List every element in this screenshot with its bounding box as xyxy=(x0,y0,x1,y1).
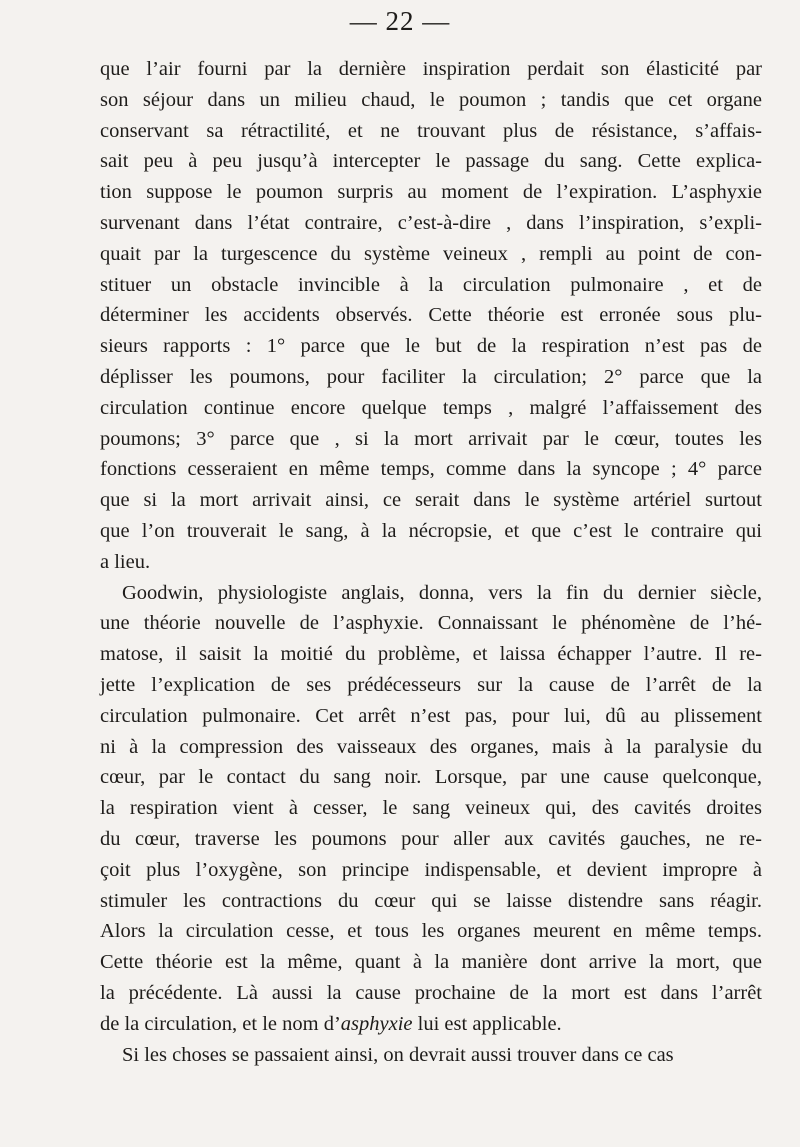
text-line: cœur, par le contact du sang noir. Lorsque, par une cause quelconque, xyxy=(100,766,762,789)
text-line: ni à la compression des vaisseaux des organes, mais à la paralysie du xyxy=(100,735,762,758)
text-line: stimuler les contractions du cœur qui se laisse distendre sans réagir. xyxy=(100,889,762,912)
text-line: que si la mort arrivait ainsi, ce serait dans le système artériel surtout xyxy=(100,489,762,512)
text-line: sait peu à peu jusqu’à intercepter le passage du sang. Cette explica- xyxy=(100,150,762,173)
text-line: que l’on trouverait le sang, à la nécropsie, et que c’est le contraire qui xyxy=(100,519,762,542)
text-line: circulation continue encore quelque temps , malgré l’affaissement des xyxy=(100,396,762,419)
text-line: tion suppose le poumon surpris au moment de l’expiration. L’asphyxie xyxy=(100,181,762,204)
text-line: conservant sa rétractilité, et ne trouvant plus de résistance, s’affais- xyxy=(100,119,762,142)
text-line: quait par la turgescence du système veineux , rempli au point de con- xyxy=(100,242,762,265)
text-line: Alors la circulation cesse, et tous les organes meurent en même temps. xyxy=(100,920,762,943)
text-line: jette l’explication de ses prédécesseurs sur la cause de l’arrêt de la xyxy=(100,673,762,696)
text-line: çoit plus l’oxygène, son principe indispensable, et devient impropre à xyxy=(100,858,762,881)
text-line: matose, il saisit la moitié du problème, et laissa échapper l’autre. Il re- xyxy=(100,643,762,666)
text-segment: de la circulation, et le nom d’ xyxy=(100,1012,341,1035)
text-line: son séjour dans un milieu chaud, le poumon ; tandis que cet organe xyxy=(100,88,762,111)
text-line: stituer un obstacle invincible à la circulation pulmonaire , et de xyxy=(100,273,762,296)
italic-term: asphyxie xyxy=(340,1012,413,1035)
text-line: circulation pulmonaire. Cet arrêt n’est pas, pour lui, dû au plissement xyxy=(100,704,762,727)
text-line: que l’air fourni par la dernière inspiration perdait son élasticité par xyxy=(100,58,762,80)
text-line: poumons; 3° parce que , si la mort arrivait par le cœur, toutes les xyxy=(100,427,762,450)
text-line: fonctions cesseraient en même temps, comme dans la syncope ; 4° parce xyxy=(100,458,762,481)
text-segment: lui est applicable. xyxy=(412,1012,562,1035)
text-line: la précédente. Là aussi la cause prochaine de la mort est dans l’arrêt xyxy=(100,981,762,1004)
text-line: sieurs rapports : 1° parce que le but de la respiration n’est pas de xyxy=(100,335,762,358)
text-line: Si les choses se passaient ainsi, on devrait aussi trouver dans ce cas xyxy=(122,1043,674,1066)
text-line: une théorie nouvelle de l’asphyxie. Connaissant le phénomène de l’hé- xyxy=(100,612,762,635)
text-line: Goodwin, physiologiste anglais, donna, vers la fin du dernier siècle, xyxy=(122,581,762,604)
text-line: a lieu. xyxy=(100,550,151,573)
text-line: déterminer les accidents observés. Cette théorie est erronée sous plu- xyxy=(100,304,762,327)
text-line xyxy=(100,1009,762,1040)
text-line: survenant dans l’état contraire, c’est-à-dire , dans l’inspiration, s’expli- xyxy=(100,211,762,234)
page-number: — 22 — xyxy=(349,6,451,36)
paragraph-3 xyxy=(100,1040,762,1071)
body-text xyxy=(100,54,762,1070)
paragraph-1 xyxy=(100,54,762,578)
paragraph-2 xyxy=(100,578,762,1040)
text-line: déplisser les poumons, pour faciliter la circulation; 2° parce que la xyxy=(100,365,762,388)
text-line: la respiration vient à cesser, le sang veineux qui, des cavités droites xyxy=(100,797,762,820)
text-line: du cœur, traverse les poumons pour aller aux cavités gauches, ne re- xyxy=(100,827,762,850)
text-line: Cette théorie est la même, quant à la manière dont arrive la mort, que xyxy=(100,951,762,974)
